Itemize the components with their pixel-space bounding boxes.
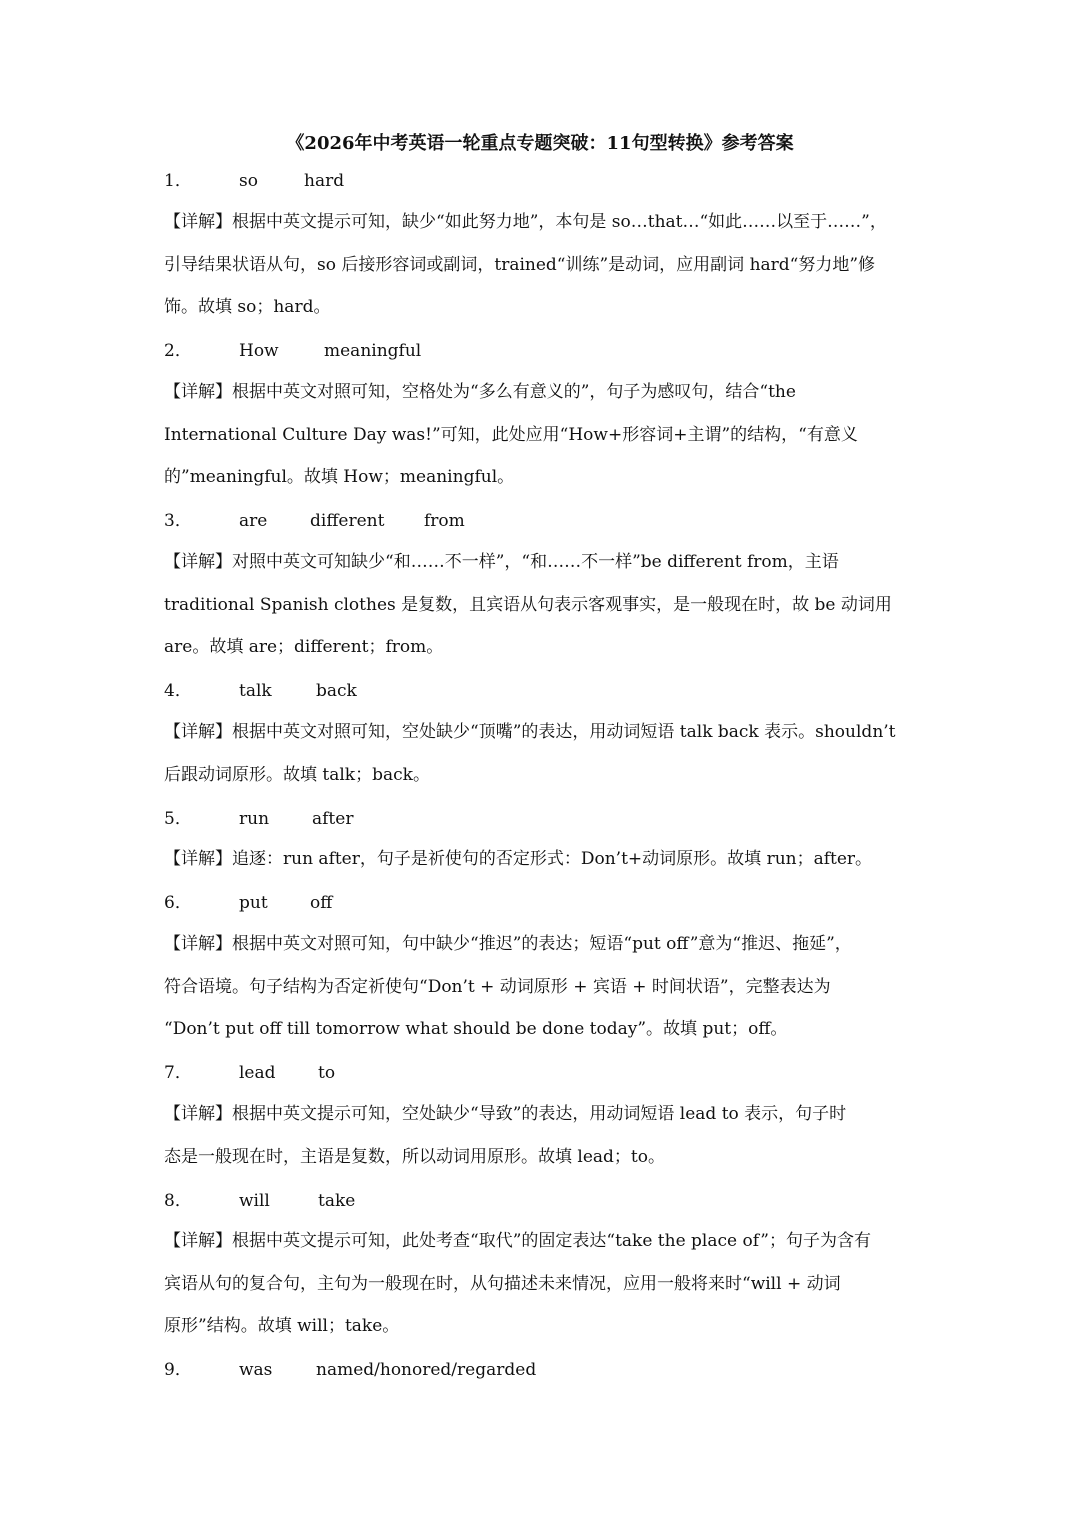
explanation-4 — [164, 711, 896, 796]
explanation-3 — [164, 541, 892, 669]
explanation-line: 【详解】根据中英文提示可知，此处考查“取代”的固定表达“take the place of”；句子为含有 — [164, 1231, 871, 1251]
item-number: 3． — [164, 511, 192, 531]
page-title: 《2026年中考英语一轮重点专题突破：11句型转换》参考答案 — [286, 133, 794, 154]
answer-word: How — [239, 341, 279, 361]
answer-word: meaningful — [324, 341, 422, 361]
explanation-line: 符合语境。句子结构为否定祈使句“Don’t + 动词原形 + 宾语 + 时间状语”，完整表达为 — [164, 976, 831, 997]
explanation-line: 引导结果状语从句，so 后接形容词或副词，trained“训练”是动词，应用副词 hard“努力地”修 — [164, 254, 876, 275]
item-number: 2． — [164, 341, 192, 361]
answer-word: named/honored/regarded — [316, 1360, 537, 1380]
explanation-2 — [164, 371, 858, 499]
explanation-line: 【详解】根据中英文对照可知，句中缺少“推迟”的表达；短语“put off”意为“推迟、拖延”， — [164, 934, 852, 954]
explanation-line: 宾语从句的复合句，主句为一般现在时，从句描述未来情况，应用一般将来时“will + 动词 — [164, 1273, 841, 1294]
item-number: 5． — [164, 809, 192, 829]
answer-word: hard — [304, 171, 345, 191]
answer-word: different — [310, 511, 385, 531]
answer-word: are — [239, 511, 268, 531]
item-number: 9． — [164, 1360, 192, 1380]
explanation-line: 【详解】对照中英文可知缺少“和……不一样”，“和……不一样”be different from，主语 — [164, 552, 839, 572]
explanation-5 — [164, 838, 872, 881]
explanation-line: are。故填 are；different；from。 — [164, 637, 444, 657]
answer-word: lead — [239, 1063, 276, 1083]
explanation-line: International Culture Day was!”可知，此处应用“How+形容词+主谓”的结构，“有意义 — [164, 424, 858, 445]
explanation-line: 态是一般现在时，主语是复数，所以动词用原形。故填 lead；to。 — [164, 1146, 665, 1167]
explanation-line: 【详解】根据中英文对照可知，空格处为“多么有意义的”，句子为感叹句，结合“the — [164, 382, 796, 402]
item-number: 8． — [164, 1191, 192, 1211]
item-number: 7． — [164, 1063, 192, 1083]
answer-word: talk — [239, 681, 272, 701]
answer-word: take — [318, 1191, 356, 1211]
explanation-line: 饰。故填 so；hard。 — [164, 297, 331, 317]
explanation-line: 【详解】根据中英文提示可知，缺少“如此努力地”，本句是 so…that…“如此……以至于……”， — [164, 212, 887, 232]
answer-word: after — [312, 809, 354, 829]
answer-word: off — [310, 893, 333, 913]
item-number: 4． — [164, 681, 192, 701]
item-number: 6． — [164, 893, 192, 913]
answer-word: will — [239, 1191, 270, 1211]
explanation-6 — [164, 923, 852, 1051]
answer-word: put — [239, 893, 268, 913]
item-number: 1． — [164, 171, 192, 191]
explanation-line: 【详解】根据中英文提示可知，空处缺少“导致”的表达，用动词短语 lead to 表示，句子时 — [164, 1104, 847, 1124]
answer-word: to — [318, 1063, 336, 1083]
explanation-8 — [164, 1220, 871, 1348]
explanation-line: 原形”结构。故填 will；take。 — [164, 1316, 400, 1336]
explanation-7 — [164, 1093, 846, 1178]
explanation-line: 的”meaningful。故填 How；meaningful。 — [164, 467, 515, 487]
explanation-1 — [164, 201, 887, 329]
explanation-line: traditional Spanish clothes 是复数，且宾语从句表示客观事实，是一般现在时，故 be 动词用 — [164, 594, 892, 615]
answer-word: was — [239, 1360, 273, 1380]
answer-word: so — [239, 171, 258, 191]
answer-word: from — [424, 511, 465, 531]
explanation-line: “Don’t put off till tomorrow what should be done today”。故填 put；off。 — [164, 1019, 788, 1039]
explanation-line: 【详解】追逐：run after，句子是祈使句的否定形式：Don’t+动词原形。故填 run；after。 — [164, 849, 873, 869]
answer-word: back — [316, 681, 357, 701]
explanation-line: 后跟动词原形。故填 talk；back。 — [164, 764, 430, 785]
answer-word: run — [239, 809, 270, 829]
explanation-line: 【详解】根据中英文对照可知，空处缺少“顶嘴”的表达，用动词短语 talk back 表示。shouldn’t — [164, 722, 896, 742]
